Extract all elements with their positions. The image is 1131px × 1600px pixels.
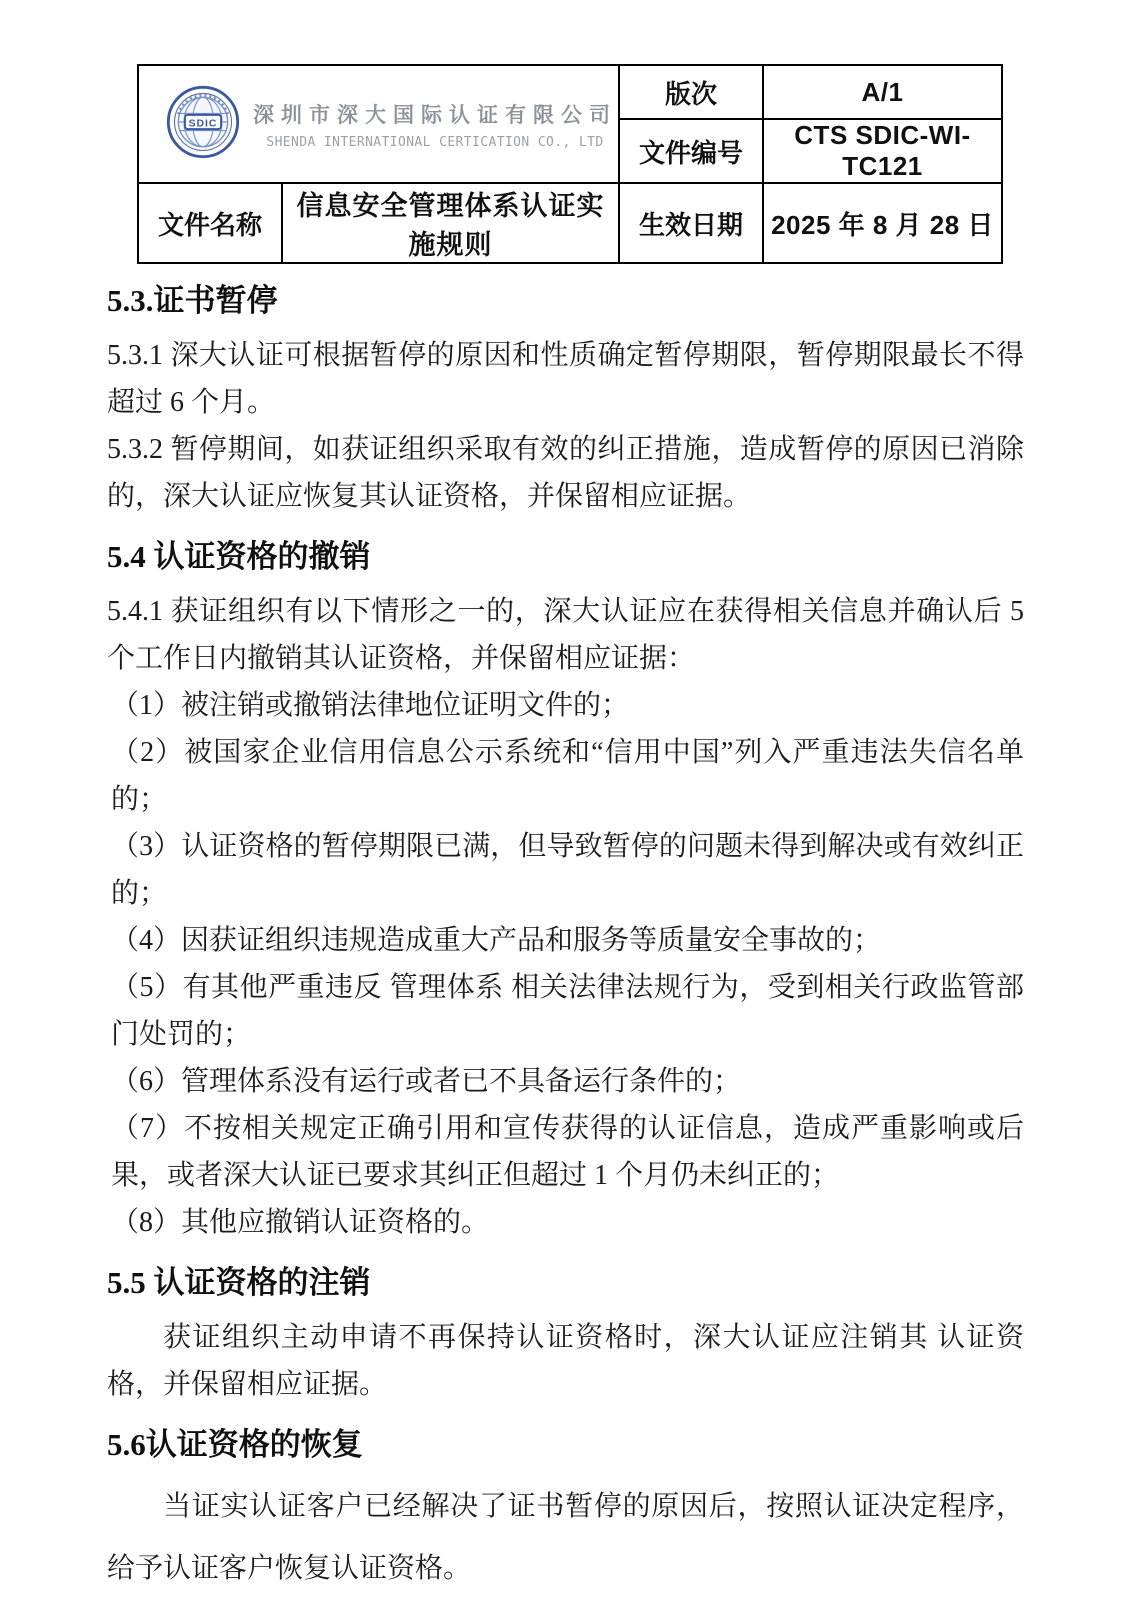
paragraph-5-3-2: 5.3.2 暂停期间，如获证组织采取有效的纠正措施，造成暂停的原因已消除的，深大认证应恢复其认证资格，并保留相应证据。 [107,434,1024,512]
doc-number-label: 文件编号 [619,119,763,183]
effective-date-label: 生效日期 [619,183,763,263]
doc-name-value: 信息安全管理体系认证实施规则 [282,183,619,263]
list-item-3: （3）认证资格的暂停期限已满，但导致暂停的问题未得到解决或有效纠正的； [111,831,1024,909]
paragraph-5-5: 获证组织主动申请不再保持认证资格时，深大认证应注销其 认证资格，并保留相应证据。 [107,1322,1024,1400]
list-item-1: （1）被注销或撤销法律地位证明文件的； [111,690,630,721]
paragraph-5-3-1: 5.3.1 深大认证可根据暂停的原因和性质确定暂停期限，暂停期限最长不得超过 6 个月。 [107,340,1024,418]
document-header-table [137,64,1003,264]
company-logo-cell [138,65,619,183]
list-item-4: （4）因获证组织违规造成重大产品和服务等质量安全事故的； [111,925,882,956]
paragraph-5-4-1: 5.4.1 获证组织有以下情形之一的，深大认证应在获得相关信息并确认后 5 个工作日内撤销其认证资格，并保留相应证据： [107,596,1024,674]
document-body [107,277,1024,1600]
section-5-3-heading: 5.3.证书暂停 [107,283,278,318]
section-5-5-heading: 5.5 认证资格的注销 [107,1265,371,1300]
list-item-5: （5）有其他严重违反 管理体系 相关法律法规行为，受到相关行政监管部门处罚的； [111,972,1024,1050]
list-item-8: （8）其他应撤销认证资格的。 [111,1207,490,1238]
version-value: A/1 [763,65,1002,119]
doc-name-label: 文件名称 [138,183,282,263]
list-item-6: （6）管理体系没有运行或者已不具备运行条件的； [111,1066,742,1097]
section-5-4-heading: 5.4 认证资格的撤销 [107,539,371,574]
company-name-en: SHENDA INTERNATIONAL CERTICATION CO., LTD [266,134,604,150]
list-item-2: （2）被国家企业信用信息公示系统和“信用中国”列入严重违法失信名单的； [111,737,1024,815]
paragraph-5-6: 当证实认证客户已经解决了证书暂停的原因后，按照认证决定程序，给予认证客户恢复认证资格。 [107,1491,1024,1584]
list-item-7: （7）不按相关规定正确引用和宣传获得的认证信息，造成严重影响或后果，或者深大认证已要求其纠正但超过 1 个月仍未纠正的； [111,1113,1024,1191]
section-5-6-heading: 5.6认证资格的恢复 [107,1427,363,1462]
logo-text: SDIC [188,117,218,129]
doc-number-value: CTS SDIC-WI-TC121 [763,119,1002,183]
effective-date-value: 2025 年 8 月 28 日 [763,183,1002,263]
sdic-logo-icon [165,84,241,165]
version-label: 版次 [619,65,763,119]
company-name-cn: 深圳市深大国际认证有限公司 [253,103,617,127]
